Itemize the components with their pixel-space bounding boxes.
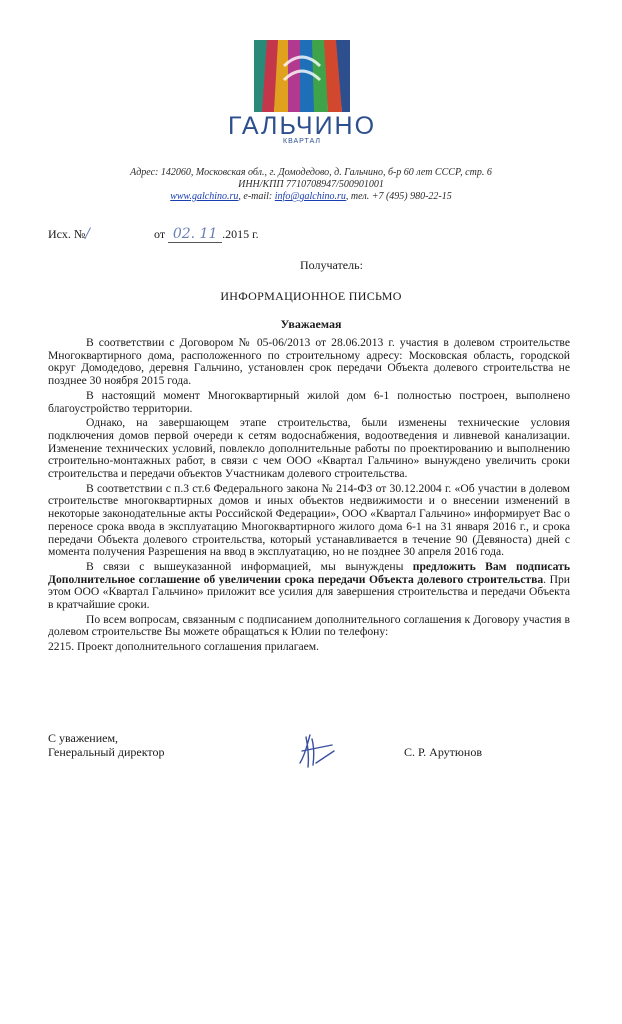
letter-body: [48, 337, 570, 656]
closing-regards: С уважением,: [48, 731, 119, 745]
paragraph-proposal: [48, 561, 570, 612]
brand-subtitle: КВАРТАЛ: [283, 138, 321, 145]
paragraph-contact: По всем вопросам, связанным с подписанием дополнительного соглашения к Договору участия в долевом строительстве Вы можете обращаться к Юлии по телефону:: [48, 612, 570, 639]
website-link[interactable]: www.galchino.ru: [170, 191, 239, 202]
ref-number-label: Исх. №: [48, 227, 86, 241]
paragraph-contract: В соответствии с Договором № 05-06/2013 от 28.06.2013 г. участия в долевом строительстве Многоквартирного дома, расположенного по строительному адресу: Московская область, городской округ Домодедово, деревня Гальчино, установлен срок передачи Объекта долевого строительства не позднее 30 ноября 2015 года.: [48, 336, 570, 388]
company-logo: [214, 40, 390, 145]
recipient-label: Получатель:: [300, 258, 363, 272]
letterhead-contacts: [100, 167, 522, 203]
paragraph-federal-law: В соответствии с п.3 ст.6 Федерального закона № 214-ФЗ от 30.12.2004 г. «Об участии в долевом строительстве многоквартирных домов и иных объектов недвижимости и о внесении изменений в некоторые законодательные акты Российской Федерации», ООО «Квартал Гальчино» информирует Вас о переносе срока ввода в эксплуатацию Многоквартирного жилого дома 6-1 на 31 января 2016 г., и срока передачи Объекта долевого строительства, который устанавливается в течение 90 (Девяноста) дней с момента получения Разрешения на ввод в эксплуатацию, но не позднее 30 апреля 2016 года.: [48, 481, 570, 559]
signer-position: Генеральный директор: [48, 745, 165, 759]
company-address: Адрес: 142060, Московская обл., г. Домодедово, д. Гальчино, б-р 60 лет СССР, стр. 6: [130, 167, 492, 178]
signer-name: С. Р. Арутюнов: [404, 745, 482, 759]
ref-date-handwritten: 02. 11: [168, 226, 222, 243]
greeting: Уважаемая: [280, 317, 342, 331]
proposal-text-bold: предложить Вам подписать Дополнительное соглашение об увеличении срока передачи Объекта долевого строительства: [48, 559, 570, 586]
outgoing-reference: [48, 226, 259, 243]
company-inn: ИНН/КПП 7710708947/500901001: [238, 179, 384, 190]
ref-from-label: от: [154, 227, 166, 241]
email-link[interactable]: info@galchino.ru: [274, 191, 346, 202]
proposal-text-a: В связи с вышеуказанной информацией, мы вынуждены: [86, 559, 413, 573]
email-label: , e-mail:: [238, 191, 275, 202]
brand-name: ГАЛЬЧИНО: [227, 112, 377, 140]
logo-graphic: [254, 40, 350, 112]
ref-year: .2015 г.: [222, 227, 259, 241]
handwritten-signature: [296, 733, 336, 769]
ref-number-handwritten: /: [85, 226, 91, 242]
proposal-text-b: . При этом ООО «Квартал Гальчино» приложит все усилия для завершения строительства и передачи Объекта в кратчайшие сроки.: [48, 572, 570, 612]
paragraph-technical-conditions: Однако, на завершающем этапе строительства, были изменены технические условия подключения домов первой очереди к сетям водоснабжения, водоотведения и ливневой канализации. Изменение технических условий, повлекло дополнительные работы по проектированию и выполнению строительно-монтажных работ, в связи с чем ООО «Квартал Гальчино» вынуждено увеличить сроки строительства и передачи объектов Участникам долевого строительства.: [48, 416, 570, 481]
document-title: ИНФОРМАЦИОННОЕ ПИСЬМО: [220, 289, 402, 303]
paragraph-attachment: 2215. Проект дополнительного соглашения прилагаем.: [48, 640, 320, 654]
phone-text: , тел. +7 (495) 980-22-15: [345, 191, 452, 202]
closing-block: [48, 731, 165, 759]
company-contacts-line: [100, 191, 522, 203]
paragraph-status: В настоящий момент Многоквартирный жилой дом 6-1 полностью построен, выполнено благоустройство территории.: [48, 388, 570, 415]
